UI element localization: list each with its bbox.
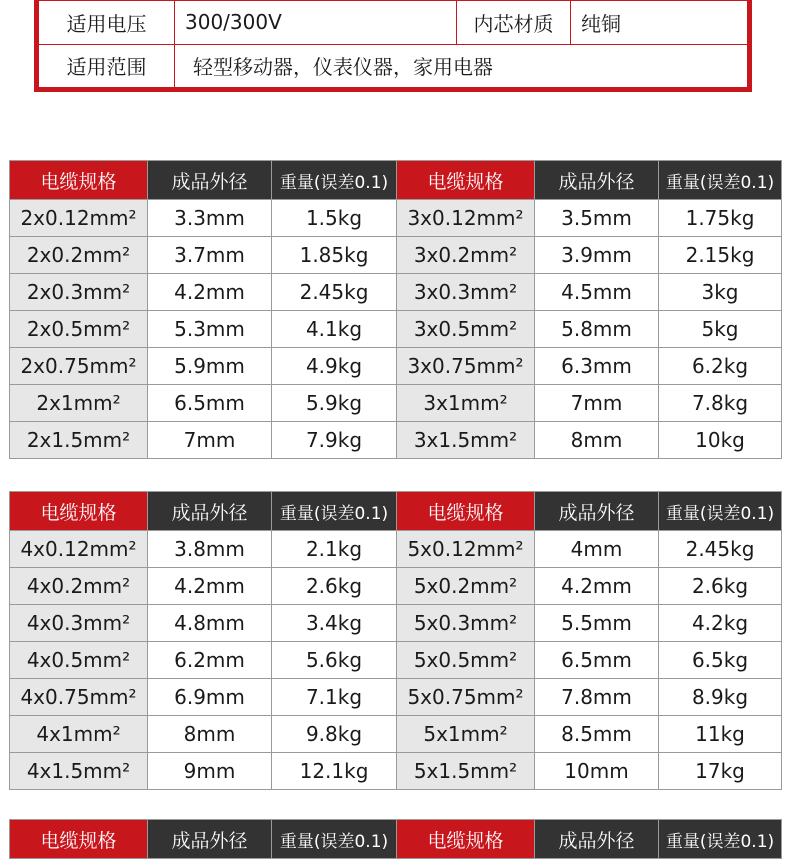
weight-cell: 3.4kg	[272, 605, 397, 642]
weight-cell: 5.6kg	[272, 642, 397, 679]
outer-diameter-cell: 6.9mm	[148, 679, 272, 716]
header-weight: 重量(误差0.1)	[272, 161, 397, 200]
weight-cell: 6.2kg	[659, 348, 782, 385]
spec-row	[10, 422, 782, 459]
weight-cell: 2.45kg	[272, 274, 397, 311]
spec-row	[10, 348, 782, 385]
outer-diameter-cell: 3.7mm	[148, 237, 272, 274]
cable-spec-cell: 4x0.5mm²	[10, 642, 148, 679]
header-cable-spec: 电缆规格	[10, 161, 148, 200]
cable-spec-cell: 2x0.12mm²	[10, 200, 148, 237]
header-outer-diameter: 成品外径	[535, 161, 659, 200]
spec-table-header-row	[10, 161, 782, 200]
outer-diameter-cell: 3.5mm	[535, 200, 659, 237]
usage-value: 轻型移动器，仪表仪器，家用电器	[175, 44, 748, 88]
outer-diameter-cell: 7mm	[535, 385, 659, 422]
weight-cell: 1.85kg	[272, 237, 397, 274]
cable-spec-cell: 5x0.2mm²	[397, 568, 535, 605]
outer-diameter-cell: 10mm	[535, 753, 659, 790]
header-cable-spec: 电缆规格	[397, 161, 535, 200]
cable-spec-cell: 3x1mm²	[397, 385, 535, 422]
voltage-label: 适用电压	[39, 1, 175, 45]
weight-cell: 17kg	[659, 753, 782, 790]
cable-spec-cell: 3x0.12mm²	[397, 200, 535, 237]
header-cable-spec: 电缆规格	[397, 492, 535, 531]
weight-cell: 2.1kg	[272, 531, 397, 568]
header-cable-spec: 电缆规格	[10, 492, 148, 531]
outer-diameter-cell: 6.3mm	[535, 348, 659, 385]
cable-spec-cell: 4x0.75mm²	[10, 679, 148, 716]
weight-cell: 2.15kg	[659, 237, 782, 274]
header-weight: 重量(误差0.1)	[659, 820, 782, 859]
header-weight: 重量(误差0.1)	[659, 161, 782, 200]
header-outer-diameter: 成品外径	[148, 161, 272, 200]
cable-spec-cell: 4x1.5mm²	[10, 753, 148, 790]
outer-diameter-cell: 4mm	[535, 531, 659, 568]
weight-cell: 5.9kg	[272, 385, 397, 422]
outer-diameter-cell: 6.5mm	[535, 642, 659, 679]
weight-cell: 5kg	[659, 311, 782, 348]
weight-cell: 8.9kg	[659, 679, 782, 716]
outer-diameter-cell: 7.8mm	[535, 679, 659, 716]
spec-row	[10, 385, 782, 422]
spec-row	[10, 679, 782, 716]
spec-row	[10, 311, 782, 348]
spec-row	[10, 568, 782, 605]
spec-row	[10, 274, 782, 311]
header-outer-diameter: 成品外径	[535, 820, 659, 859]
cable-spec-cell: 5x0.5mm²	[397, 642, 535, 679]
weight-cell: 2.6kg	[272, 568, 397, 605]
outer-diameter-cell: 4.8mm	[148, 605, 272, 642]
spec-table-2-3-core	[9, 160, 782, 459]
weight-cell: 1.5kg	[272, 200, 397, 237]
cable-spec-cell: 4x0.2mm²	[10, 568, 148, 605]
core-material-value: 纯铜	[571, 1, 748, 45]
weight-cell: 1.75kg	[659, 200, 782, 237]
spec-table-next-partial	[9, 819, 782, 859]
spec-row	[10, 716, 782, 753]
outer-diameter-cell: 8mm	[535, 422, 659, 459]
weight-cell: 7.8kg	[659, 385, 782, 422]
outer-diameter-cell: 9mm	[148, 753, 272, 790]
header-outer-diameter: 成品外径	[148, 492, 272, 531]
cable-spec-cell: 5x1mm²	[397, 716, 535, 753]
weight-cell: 9.8kg	[272, 716, 397, 753]
outer-diameter-cell: 5.3mm	[148, 311, 272, 348]
cable-spec-cell: 3x0.75mm²	[397, 348, 535, 385]
header-cable-spec: 电缆规格	[397, 820, 535, 859]
cable-spec-cell: 2x1.5mm²	[10, 422, 148, 459]
cable-spec-cell: 4x0.12mm²	[10, 531, 148, 568]
outer-diameter-cell: 3.9mm	[535, 237, 659, 274]
usage-row	[39, 44, 748, 88]
cable-spec-cell: 4x0.3mm²	[10, 605, 148, 642]
outer-diameter-cell: 6.5mm	[148, 385, 272, 422]
outer-diameter-cell: 4.5mm	[535, 274, 659, 311]
outer-diameter-cell: 4.2mm	[535, 568, 659, 605]
spec-table-header-row	[10, 492, 782, 531]
core-material-label: 内芯材质	[457, 1, 571, 45]
spec-row	[10, 237, 782, 274]
cable-spec-cell: 3x0.2mm²	[397, 237, 535, 274]
voltage-row	[39, 1, 748, 45]
outer-diameter-cell: 5.9mm	[148, 348, 272, 385]
cable-spec-cell: 2x0.5mm²	[10, 311, 148, 348]
header-weight: 重量(误差0.1)	[272, 820, 397, 859]
weight-cell: 7.1kg	[272, 679, 397, 716]
usage-label: 适用范围	[39, 44, 175, 88]
cable-spec-cell: 2x0.75mm²	[10, 348, 148, 385]
weight-cell: 12.1kg	[272, 753, 397, 790]
weight-cell: 7.9kg	[272, 422, 397, 459]
weight-cell: 2.6kg	[659, 568, 782, 605]
spec-table-4-5-core	[9, 491, 782, 790]
voltage-value: 300/300V	[175, 1, 457, 45]
outer-diameter-cell: 4.2mm	[148, 568, 272, 605]
cable-spec-cell: 3x0.3mm²	[397, 274, 535, 311]
cable-spec-cell: 5x0.3mm²	[397, 605, 535, 642]
outer-diameter-cell: 7mm	[148, 422, 272, 459]
cable-spec-cell: 2x1mm²	[10, 385, 148, 422]
outer-diameter-cell: 5.8mm	[535, 311, 659, 348]
spec-table-header-row	[10, 820, 782, 859]
weight-cell: 3kg	[659, 274, 782, 311]
outer-diameter-cell: 3.8mm	[148, 531, 272, 568]
cable-info-table	[38, 0, 748, 88]
header-outer-diameter: 成品外径	[148, 820, 272, 859]
outer-diameter-cell: 4.2mm	[148, 274, 272, 311]
spec-row	[10, 200, 782, 237]
spec-row	[10, 605, 782, 642]
outer-diameter-cell: 5.5mm	[535, 605, 659, 642]
weight-cell: 11kg	[659, 716, 782, 753]
outer-diameter-cell: 8.5mm	[535, 716, 659, 753]
header-cable-spec: 电缆规格	[10, 820, 148, 859]
weight-cell: 4.1kg	[272, 311, 397, 348]
spec-row	[10, 642, 782, 679]
cable-spec-cell: 2x0.3mm²	[10, 274, 148, 311]
spec-row	[10, 531, 782, 568]
cable-spec-cell: 5x0.75mm²	[397, 679, 535, 716]
weight-cell: 6.5kg	[659, 642, 782, 679]
outer-diameter-cell: 3.3mm	[148, 200, 272, 237]
cable-spec-cell: 5x0.12mm²	[397, 531, 535, 568]
cable-info-box	[34, 0, 752, 92]
weight-cell: 2.45kg	[659, 531, 782, 568]
cable-spec-cell: 4x1mm²	[10, 716, 148, 753]
weight-cell: 4.2kg	[659, 605, 782, 642]
weight-cell: 4.9kg	[272, 348, 397, 385]
header-weight: 重量(误差0.1)	[272, 492, 397, 531]
weight-cell: 10kg	[659, 422, 782, 459]
outer-diameter-cell: 6.2mm	[148, 642, 272, 679]
header-outer-diameter: 成品外径	[535, 492, 659, 531]
header-weight: 重量(误差0.1)	[659, 492, 782, 531]
cable-spec-cell: 3x0.5mm²	[397, 311, 535, 348]
cable-spec-cell: 5x1.5mm²	[397, 753, 535, 790]
cable-spec-cell: 2x0.2mm²	[10, 237, 148, 274]
cable-spec-cell: 3x1.5mm²	[397, 422, 535, 459]
outer-diameter-cell: 8mm	[148, 716, 272, 753]
spec-row	[10, 753, 782, 790]
